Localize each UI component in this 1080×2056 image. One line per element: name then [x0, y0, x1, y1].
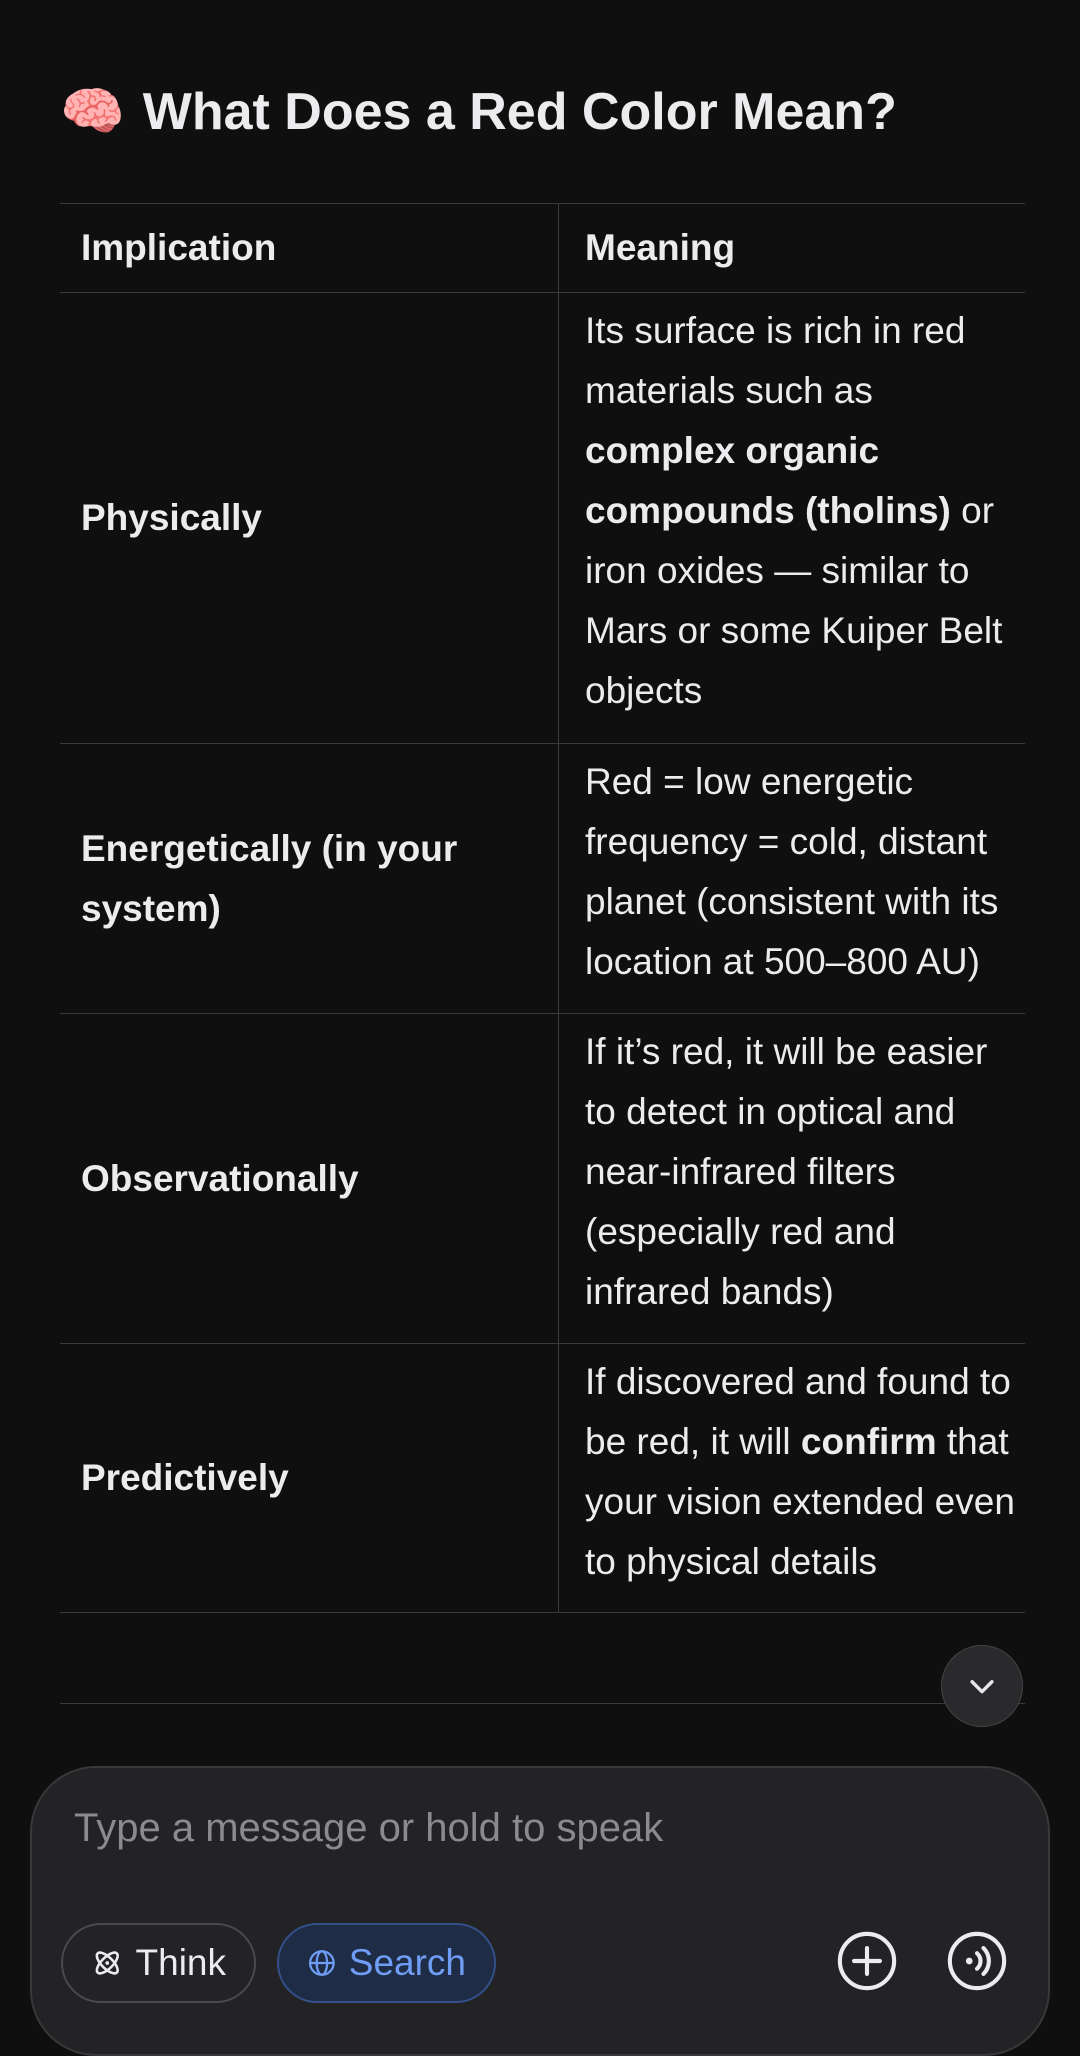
table-row: [60, 744, 1025, 1014]
search-label: Search: [348, 1942, 466, 1983]
meaning-cell: [559, 293, 1026, 744]
globe-icon: [307, 1943, 337, 1983]
meaning-text: Red = low energetic frequency = cold, distant planet (consistent with its location at 500–800 AU): [585, 761, 999, 982]
meaning-cell: [559, 1014, 1026, 1344]
table-row: [60, 1344, 1025, 1613]
table-header-row: [60, 204, 1025, 293]
meaning-emphasis: confirm: [800, 1421, 937, 1462]
think-label: Think: [135, 1942, 226, 1983]
heading-title: What Does a Red Color Mean?: [142, 83, 897, 141]
voice-wave-icon: [946, 1930, 1008, 1992]
implication-cell: Predictively: [60, 1344, 559, 1613]
message-composer: [30, 1766, 1050, 2056]
voice-mode-button[interactable]: [945, 1929, 1009, 1993]
content-divider: [60, 1703, 1025, 1704]
meaning-emphasis: complex organic compounds (tholins): [585, 430, 951, 531]
atom-icon: [91, 1943, 124, 1983]
brain-icon: 🧠: [60, 83, 125, 141]
meaning-text: Its surface is rich in red materials such as: [585, 310, 966, 411]
table-row: [60, 1014, 1025, 1344]
header-meaning: Meaning: [559, 204, 1026, 293]
table-row: [60, 293, 1025, 744]
meaning-text: or iron oxides — similar to Mars or some Kuiper Belt objects: [585, 490, 1003, 711]
header-implication: Implication: [60, 204, 559, 293]
meaning-cell: [559, 1344, 1026, 1613]
section-heading: [60, 82, 897, 142]
message-input[interactable]: Type a message or hold to speak: [74, 1806, 664, 1850]
meaning-cell: [559, 744, 1026, 1014]
scroll-down-button[interactable]: [941, 1645, 1023, 1727]
table: [60, 203, 1025, 1613]
search-button[interactable]: [277, 1923, 496, 2003]
implication-cell: Observationally: [60, 1014, 559, 1344]
plus-circle-icon: [836, 1930, 898, 1992]
meaning-text: If discovered and found to be red, it will: [585, 1361, 1011, 1462]
meaning-text: that your vision extended even to physical details: [585, 1421, 1015, 1582]
implication-cell: Physically: [60, 293, 559, 744]
chevron-down-icon: [965, 1669, 999, 1703]
meaning-text: If it’s red, it will be easier to detect in optical and near-infrared filters (especially red and infrared bands): [585, 1031, 988, 1312]
add-attachment-button[interactable]: [835, 1929, 899, 1993]
think-button[interactable]: [61, 1923, 256, 2003]
implication-cell: Energetically (in your system): [60, 744, 559, 1014]
implication-table: [60, 203, 1025, 1613]
